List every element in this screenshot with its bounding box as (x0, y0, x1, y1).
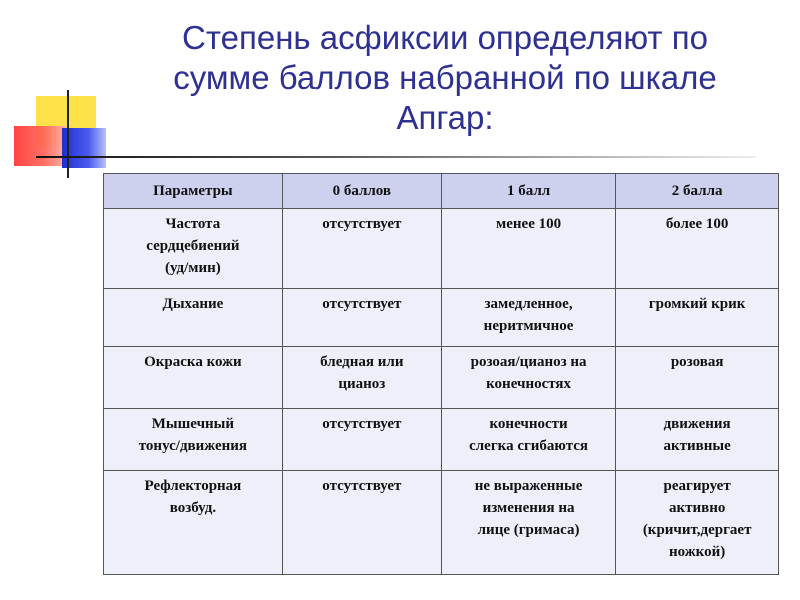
cell-line: отсутствует (322, 416, 402, 433)
cell-line: движения (663, 416, 731, 433)
cell-line: Дыхание (162, 296, 224, 313)
cell-line: (уд/мин) (164, 260, 221, 276)
cell-line: активные (663, 438, 731, 455)
cell-line: отсутствует (322, 216, 402, 232)
cell-s1 (441, 347, 615, 409)
cell-line: замедленное, (484, 296, 573, 313)
cell-line: ножкой) (669, 544, 726, 561)
table-body (104, 209, 779, 575)
cell-s0 (282, 471, 441, 575)
cell-s1 (441, 471, 615, 575)
cell-s1 (441, 289, 615, 347)
cell-line: Окраска кожи (144, 354, 242, 371)
slide-title (140, 18, 750, 138)
cell-line: неритмичное (483, 318, 574, 335)
cell-line: розоая/цианоз на (470, 354, 587, 371)
cell-param (104, 289, 283, 347)
table-row (104, 209, 779, 289)
header-score-2: 2 балла (616, 174, 779, 209)
decor-horizontal-line (36, 156, 756, 158)
table-row (104, 409, 779, 471)
cell-param (104, 409, 283, 471)
cell-s0 (282, 409, 441, 471)
cell-param (104, 209, 283, 289)
cell-line: тонус/движения (138, 438, 248, 455)
table-row (104, 471, 779, 575)
cell-line: более 100 (665, 216, 729, 232)
cell-line: отсутствует (322, 296, 402, 313)
title-line-3: Апгар: (396, 99, 494, 136)
cell-s0 (282, 209, 441, 289)
cell-param (104, 471, 283, 575)
cell-s2 (616, 471, 779, 575)
apgar-table (103, 173, 779, 575)
cell-line: розовая (670, 354, 724, 371)
cell-line: (кричит,дергает (642, 522, 752, 539)
header-parameters: Параметры (104, 174, 283, 209)
cell-s0 (282, 289, 441, 347)
cell-line: Частота (165, 216, 221, 232)
cell-s2 (616, 347, 779, 409)
cell-line: менее 100 (496, 216, 562, 232)
cell-line: слегка сгибаются (469, 438, 589, 455)
title-line-2: сумме баллов набранной по шкале (173, 59, 717, 96)
cell-s2 (616, 409, 779, 471)
decor-vertical-line (67, 90, 69, 178)
cell-param (104, 347, 283, 409)
table-header-row (104, 174, 779, 209)
header-score-0: 0 баллов (282, 174, 441, 209)
cell-line: бледная или (320, 354, 404, 371)
cell-line: конечностях (486, 376, 572, 393)
header-score-1: 1 балл (441, 174, 615, 209)
cell-s1 (441, 409, 615, 471)
cell-line: не выраженные (474, 478, 583, 495)
cell-line: реагирует (663, 478, 731, 495)
decor-red-square (14, 126, 66, 166)
cell-line: Мышечный (151, 416, 235, 433)
cell-line: цианоз (338, 376, 386, 393)
cell-line: возбуд. (169, 500, 217, 517)
cell-line: сердцебиений (146, 238, 240, 254)
cell-s2 (616, 209, 779, 289)
cell-line: Рефлекторная (144, 478, 242, 495)
cell-s2 (616, 289, 779, 347)
cell-line: громкий крик (648, 296, 746, 313)
cell-s0 (282, 347, 441, 409)
cell-line: отсутствует (322, 478, 402, 495)
cell-line: лице (гримаса) (477, 522, 580, 539)
cell-line: конечности (489, 416, 568, 433)
table-row (104, 347, 779, 409)
cell-s1 (441, 209, 615, 289)
cell-line: изменения на (482, 500, 575, 517)
cell-line: активно (668, 500, 726, 517)
table-row (104, 289, 779, 347)
title-line-1: Степень асфиксии определяют по (182, 19, 708, 56)
